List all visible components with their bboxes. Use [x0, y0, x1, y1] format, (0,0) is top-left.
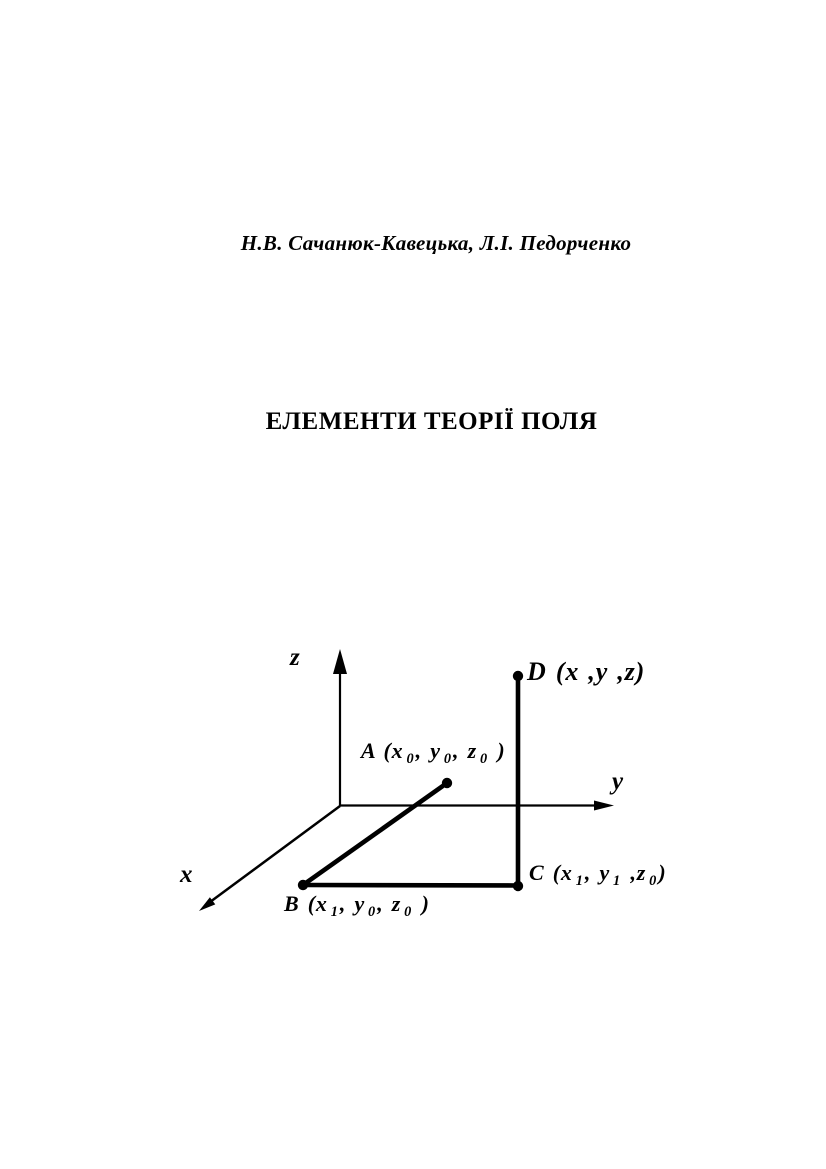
- point-c-dot: [513, 881, 523, 891]
- point-b-dot: [298, 880, 308, 890]
- y-axis-arrowhead: [594, 801, 614, 811]
- book-title: ЕЛЕМЕНТИ ТЕОРІЇ ПОЛЯ: [265, 408, 598, 435]
- authors-line: Н.В. Сачанюк-Кавецька, Л.І. Педорченко: [240, 231, 632, 255]
- x-axis-label: x: [180, 861, 194, 888]
- z-axis-label: z: [290, 644, 301, 671]
- segment-ba: [303, 783, 447, 885]
- point-a-dot: [442, 778, 452, 788]
- segment-bc: [303, 885, 518, 886]
- z-axis-arrowhead: [333, 649, 347, 674]
- point-c-label: C (x $_1$, y $_1$ ,z $_0$): [529, 860, 667, 890]
- point-d-label: D (x ,y ,z): [527, 657, 646, 686]
- point-a-label: A (x $_0$, y $_0$, z $_0$ ): [361, 738, 506, 768]
- point-d-dot: [513, 671, 523, 681]
- point-b-label: B (x $_1$, y $_0$, z $_0$ ): [284, 891, 430, 921]
- y-axis-label: y: [612, 768, 624, 795]
